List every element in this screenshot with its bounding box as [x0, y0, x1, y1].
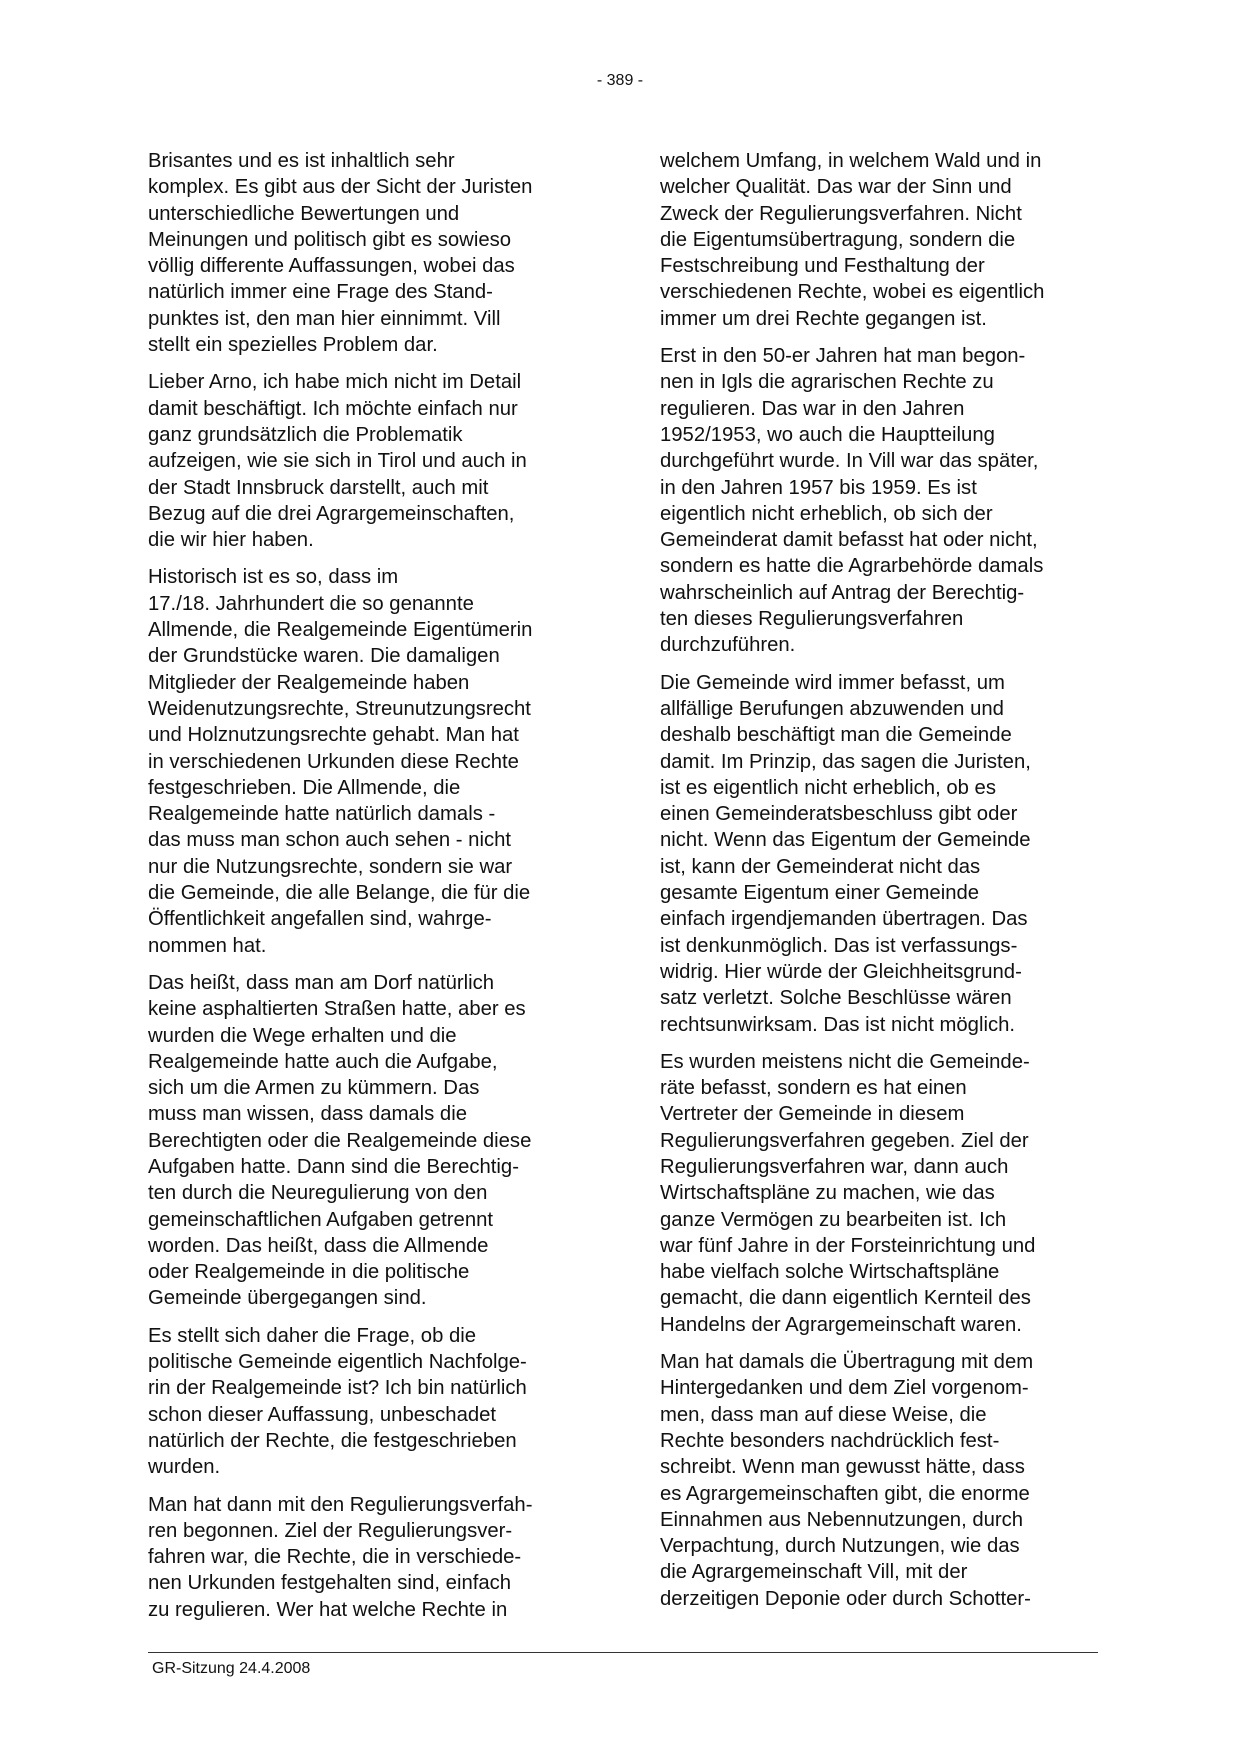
paragraph: Erst in den 50-er Jahren hat man begon- nen in Igls die agrarischen Rechte zu regulieren. Das war in den Jahren 1952/1953, wo auch die Hauptteilung durchgeführt wurde. In Vill war das später, in den Jahren 1957 bis 1959. Es ist eigentlich nicht erheblich, ob sich der Gemeinderat damit befasst hat oder nicht, sondern es hatte die Agrarbehörde damals wahrscheinlich auf Antrag der Berechtig- ten dieses Regulierungsverfahren durchzuführen.	[660, 345, 1044, 657]
page-number: - 389 -	[596, 72, 644, 89]
paragraph: welchem Umfang, in welchem Wald und in welcher Qualität. Das war der Sinn und Zweck der Regulierungsverfahren. Nicht die Eigentumsübertragung, sondern die Festschreibung und Festhaltung der verschiedenen Rechte, wobei es eigentlich immer um drei Rechte gegangen ist.	[660, 150, 1045, 330]
paragraph: Es wurden meistens nicht die Gemeinde- räte befasst, sondern es hat einen Vertreter der Gemeinde in diesem Regulierungsverfahren gegeben. Ziel der Regulierungsverfahren war, dann auch Wirtschaftspläne zu machen, wie das ganze Vermögen zu bearbeiten ist. Ich war fünf Jahre in der Forsteinrichtung und habe vielfach solche Wirtschaftspläne gemacht, die dann eigentlich Kernteil des Handelns der Agrargemeinschaft waren.	[660, 1050, 1036, 1336]
right-column	[660, 148, 1105, 1623]
left-column	[148, 148, 593, 1634]
paragraph: Es stellt sich daher die Frage, ob die politische Gemeinde eigentlich Nachfolge- rin der Realgemeinde ist? Ich bin natürlich schon dieser Auffassung, unbeschadet natürlich der Rechte, die festgeschrieben wurden.	[148, 1324, 527, 1479]
paragraph: Brisantes und es ist inhaltlich sehr komplex. Es gibt aus der Sicht der Juristen unterschiedliche Bewertungen und Meinungen und politisch gibt es sowieso völlig differente Auffassungen, wobei das natürlich immer eine Frage des Stand- punktes ist, den man hier einnimmt. Vill stellt ein spezielles Problem dar.	[148, 150, 533, 357]
footer-divider	[148, 1652, 1098, 1653]
paragraph: Man hat dann mit den Regulierungsverfah- ren begonnen. Ziel der Regulierungsver- fahren war, die Rechte, die in verschiede- nen Urkunden festgehalten sind, einfach zu regulieren. Wer hat welche Rechte in	[148, 1493, 533, 1621]
footer-session-label: GR-Sitzung 24.4.2008	[152, 1660, 311, 1677]
paragraph: Das heißt, dass man am Dorf natürlich keine asphaltierten Straßen hatte, aber es wurden die Wege erhalten und die Realgemeinde hatte auch die Aufgabe, sich um die Armen zu kümmern. Das muss man wissen, dass damals die Berechtigten oder die Realgemeinde diese Aufgaben hatte. Dann sind die Berechtig- ten durch die Neuregulierung von den gemeinschaftlichen Aufgaben getrennt worden. Das heißt, dass die Allmende oder Realgemeinde in die politische Gemeinde übergegangen sind.	[148, 971, 532, 1310]
paragraph: Lieber Arno, ich habe mich nicht im Detail damit beschäftigt. Ich möchte einfach nur ganz grundsätzlich die Problematik aufzeigen, wie sie sich in Tirol und auch in der Stadt Innsbruck darstellt, auch mit Bezug auf die drei Agrargemeinschaften, die wir hier haben.	[148, 371, 527, 552]
paragraph: Historisch ist es so, dass im 17./18. Jahrhundert die so genannte Allmende, die Realgemeinde Eigentümerin der Grundstücke waren. Die damaligen Mitglieder der Realgemeinde haben Weidenutzungsrechte, Streunutzungsrecht und Holznutzungsrechte gehabt. Man hat in verschiedenen Urkunden diese Rechte festgeschrieben. Die Allmende, die Realgemeinde hatte natürlich damals - das muss man schon auch sehen - nicht nur die Nutzungsrechte, sondern sie war die Gemeinde, die alle Belange, die für die Öffentlichkeit angefallen sind, wahrge- nommen hat.	[148, 566, 533, 957]
paragraph: Die Gemeinde wird immer befasst, um allfällige Berufungen abzuwenden und deshalb beschäftigt man die Gemeinde damit. Im Prinzip, das sagen die Juristen, ist es eigentlich nicht erheblich, ob es einen Gemeinderatsbeschluss gibt oder nicht. Wenn das Eigentum der Gemeinde ist, kann der Gemeinderat nicht das gesamte Eigentum einer Gemeinde einfach irgendjemanden übertragen. Das ist denkunmöglich. Das ist verfassungs- widrig. Hier würde der Gleichheitsgrund- satz verletzt. Solche Beschlüsse wären rechtsunwirksam. Das ist nicht möglich.	[660, 671, 1031, 1036]
paragraph: Man hat damals die Übertragung mit dem Hintergedanken und dem Ziel vorgenom- men, dass man auf diese Weise, die Rechte besonders nachdrücklich fest- schreibt. Wenn man gewusst hätte, dass es Agrargemeinschaften gibt, die enorme Einnahmen aus Nebennutzungen, durch Verpachtung, durch Nutzungen, wie das die Agrargemeinschaft Vill, mit der derzeitigen Deponie oder durch Schotter-	[660, 1351, 1034, 1610]
